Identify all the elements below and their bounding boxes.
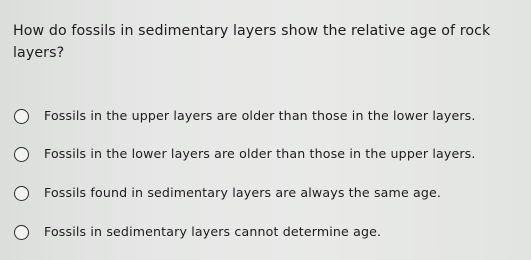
answer-option-label: Fossils in the lower layers are older than those in the upper layers.	[44, 146, 476, 161]
answer-option-3[interactable]	[14, 182, 441, 204]
answer-option-label: Fossils in sedimentary layers cannot determine age.	[44, 224, 382, 239]
radio-button[interactable]	[14, 109, 29, 124]
question-text: How do fossils in sedimentary layers show the relative age of rock layers?	[13, 23, 491, 61]
answer-option-4[interactable]	[14, 221, 381, 243]
answer-option-label: Fossils in the upper layers are older than those in the lower layers.	[44, 108, 476, 123]
radio-button[interactable]	[14, 147, 29, 162]
radio-button[interactable]	[14, 225, 29, 240]
answer-option-2[interactable]	[14, 143, 476, 165]
radio-button[interactable]	[14, 186, 29, 201]
answer-option-label: Fossils found in sedimentary layers are always the same age.	[44, 185, 442, 200]
answer-option-1[interactable]	[14, 105, 476, 127]
